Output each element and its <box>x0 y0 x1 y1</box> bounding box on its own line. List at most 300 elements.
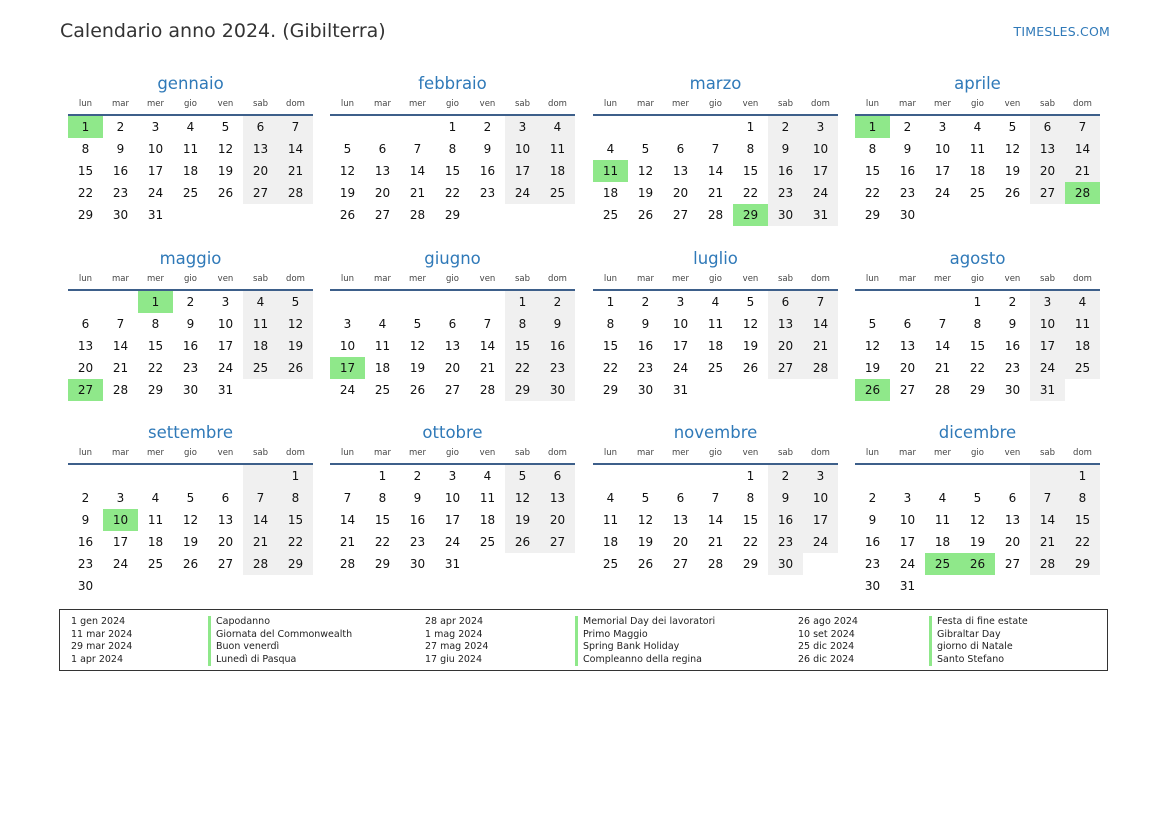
day-cell[interactable]: 16 <box>1004 339 1021 353</box>
day-cell[interactable]: 6 <box>676 491 685 505</box>
day-cell[interactable]: 2 <box>1008 295 1017 309</box>
day-cell[interactable]: 28 <box>1030 553 1065 575</box>
day-cell[interactable]: 18 <box>182 164 199 178</box>
brand-link[interactable]: TIMESLES.COM <box>1013 24 1110 39</box>
day-cell[interactable]: 25 <box>925 553 960 575</box>
day-cell[interactable]: 16 <box>540 335 575 357</box>
day-cell[interactable]: 6 <box>768 291 803 313</box>
day-cell[interactable]: 4 <box>711 295 720 309</box>
day-cell[interactable]: 25 <box>243 357 278 379</box>
day-cell[interactable]: 7 <box>243 487 278 509</box>
day-cell[interactable]: 14 <box>934 339 951 353</box>
day-cell[interactable]: 21 <box>409 186 426 200</box>
day-cell[interactable]: 28 <box>934 383 951 397</box>
day-cell[interactable]: 26 <box>637 557 654 571</box>
day-cell[interactable]: 4 <box>151 491 160 505</box>
day-cell[interactable]: 7 <box>116 317 125 331</box>
day-cell[interactable]: 12 <box>217 142 234 156</box>
day-cell[interactable]: 31 <box>803 204 838 226</box>
day-cell[interactable]: 12 <box>969 513 986 527</box>
day-cell[interactable]: 14 <box>243 509 278 531</box>
day-cell[interactable]: 21 <box>1030 531 1065 553</box>
day-cell[interactable]: 26 <box>182 557 199 571</box>
day-cell[interactable]: 17 <box>444 513 461 527</box>
day-cell[interactable]: 13 <box>899 339 916 353</box>
day-cell[interactable]: 8 <box>868 142 877 156</box>
day-cell[interactable]: 15 <box>969 339 986 353</box>
day-cell[interactable]: 10 <box>444 491 461 505</box>
day-cell[interactable]: 22 <box>864 186 881 200</box>
day-cell[interactable]: 25 <box>602 208 619 222</box>
day-cell[interactable]: 4 <box>540 116 575 138</box>
day-cell[interactable]: 28 <box>707 557 724 571</box>
day-cell[interactable]: 23 <box>182 361 199 375</box>
day-cell[interactable]: 10 <box>217 317 234 331</box>
day-cell[interactable]: 11 <box>479 491 496 505</box>
day-cell[interactable]: 5 <box>1008 120 1017 134</box>
day-cell[interactable]: 23 <box>637 361 654 375</box>
day-cell[interactable]: 13 <box>1030 138 1065 160</box>
day-cell[interactable]: 21 <box>112 361 129 375</box>
day-cell[interactable]: 2 <box>413 469 422 483</box>
day-cell[interactable]: 23 <box>540 357 575 379</box>
day-cell[interactable]: 3 <box>676 295 685 309</box>
day-cell[interactable]: 15 <box>742 513 759 527</box>
day-cell[interactable]: 16 <box>182 339 199 353</box>
day-cell[interactable]: 1 <box>68 116 103 138</box>
day-cell[interactable]: 1 <box>746 469 755 483</box>
day-cell[interactable]: 9 <box>483 142 492 156</box>
day-cell[interactable]: 8 <box>973 317 982 331</box>
day-cell[interactable]: 27 <box>444 383 461 397</box>
day-cell[interactable]: 11 <box>707 317 724 331</box>
day-cell[interactable]: 22 <box>742 535 759 549</box>
day-cell[interactable]: 12 <box>637 164 654 178</box>
day-cell[interactable]: 4 <box>606 142 615 156</box>
day-cell[interactable]: 6 <box>540 465 575 487</box>
day-cell[interactable]: 28 <box>112 383 129 397</box>
day-cell[interactable]: 14 <box>707 164 724 178</box>
day-cell[interactable]: 20 <box>77 361 94 375</box>
day-cell[interactable]: 7 <box>483 317 492 331</box>
day-cell[interactable]: 27 <box>217 557 234 571</box>
day-cell[interactable]: 16 <box>77 535 94 549</box>
day-cell[interactable]: 29 <box>1065 553 1100 575</box>
day-cell[interactable]: 1 <box>448 120 457 134</box>
day-cell[interactable]: 24 <box>1030 357 1065 379</box>
day-cell[interactable]: 27 <box>374 208 391 222</box>
day-cell[interactable]: 19 <box>182 535 199 549</box>
day-cell[interactable]: 18 <box>243 335 278 357</box>
day-cell[interactable]: 28 <box>1065 182 1100 204</box>
day-cell[interactable]: 4 <box>1065 291 1100 313</box>
day-cell[interactable]: 18 <box>602 186 619 200</box>
day-cell[interactable]: 17 <box>217 339 234 353</box>
day-cell[interactable]: 4 <box>973 120 982 134</box>
day-cell[interactable]: 23 <box>112 186 129 200</box>
day-cell[interactable]: 18 <box>707 339 724 353</box>
day-cell[interactable]: 19 <box>864 361 881 375</box>
day-cell[interactable]: 2 <box>81 491 90 505</box>
day-cell[interactable]: 5 <box>505 465 540 487</box>
day-cell[interactable]: 27 <box>540 531 575 553</box>
day-cell[interactable]: 4 <box>186 120 195 134</box>
day-cell[interactable]: 3 <box>505 116 540 138</box>
day-cell[interactable]: 21 <box>934 361 951 375</box>
day-cell[interactable]: 2 <box>186 295 195 309</box>
day-cell[interactable]: 12 <box>505 487 540 509</box>
day-cell[interactable]: 1 <box>855 116 890 138</box>
day-cell[interactable]: 17 <box>330 357 365 379</box>
day-cell[interactable]: 15 <box>278 509 313 531</box>
day-cell[interactable]: 2 <box>540 291 575 313</box>
day-cell[interactable]: 13 <box>1004 513 1021 527</box>
day-cell[interactable]: 21 <box>1065 160 1100 182</box>
day-cell[interactable]: 31 <box>147 208 164 222</box>
day-cell[interactable]: 22 <box>742 186 759 200</box>
day-cell[interactable]: 20 <box>444 361 461 375</box>
day-cell[interactable]: 2 <box>116 120 125 134</box>
day-cell[interactable]: 22 <box>505 357 540 379</box>
day-cell[interactable]: 3 <box>938 120 947 134</box>
day-cell[interactable]: 15 <box>444 164 461 178</box>
day-cell[interactable]: 20 <box>672 535 689 549</box>
day-cell[interactable]: 8 <box>278 487 313 509</box>
day-cell[interactable]: 18 <box>479 513 496 527</box>
day-cell[interactable]: 31 <box>672 383 689 397</box>
day-cell[interactable]: 4 <box>243 291 278 313</box>
day-cell[interactable]: 6 <box>1030 116 1065 138</box>
day-cell[interactable]: 5 <box>278 291 313 313</box>
day-cell[interactable]: 21 <box>278 160 313 182</box>
day-cell[interactable]: 16 <box>112 164 129 178</box>
day-cell[interactable]: 20 <box>540 509 575 531</box>
day-cell[interactable]: 23 <box>1004 361 1021 375</box>
day-cell[interactable]: 3 <box>803 116 838 138</box>
day-cell[interactable]: 8 <box>448 142 457 156</box>
day-cell[interactable]: 27 <box>243 182 278 204</box>
day-cell[interactable]: 27 <box>672 557 689 571</box>
day-cell[interactable]: 7 <box>803 291 838 313</box>
day-cell[interactable]: 1 <box>606 295 615 309</box>
day-cell[interactable]: 25 <box>540 182 575 204</box>
day-cell[interactable]: 13 <box>768 313 803 335</box>
day-cell[interactable]: 7 <box>938 317 947 331</box>
day-cell[interactable]: 17 <box>147 164 164 178</box>
day-cell[interactable]: 8 <box>746 491 755 505</box>
day-cell[interactable]: 9 <box>413 491 422 505</box>
day-cell[interactable]: 16 <box>899 164 916 178</box>
day-cell[interactable]: 30 <box>77 579 94 593</box>
day-cell[interactable]: 23 <box>479 186 496 200</box>
day-cell[interactable]: 6 <box>243 116 278 138</box>
day-cell[interactable]: 25 <box>147 557 164 571</box>
day-cell[interactable]: 1 <box>378 469 387 483</box>
day-cell[interactable]: 10 <box>339 339 356 353</box>
day-cell[interactable]: 1 <box>278 465 313 487</box>
day-cell[interactable]: 7 <box>1065 116 1100 138</box>
day-cell[interactable]: 24 <box>339 383 356 397</box>
day-cell[interactable]: 27 <box>1030 182 1065 204</box>
day-cell[interactable]: 31 <box>899 579 916 593</box>
day-cell[interactable]: 25 <box>707 361 724 375</box>
day-cell[interactable]: 3 <box>803 465 838 487</box>
day-cell[interactable]: 22 <box>444 186 461 200</box>
day-cell[interactable]: 30 <box>768 553 803 575</box>
day-cell[interactable]: 31 <box>1030 379 1065 401</box>
day-cell[interactable]: 16 <box>409 513 426 527</box>
day-cell[interactable]: 10 <box>672 317 689 331</box>
day-cell[interactable]: 27 <box>768 357 803 379</box>
day-cell[interactable]: 4 <box>483 469 492 483</box>
day-cell[interactable]: 13 <box>217 513 234 527</box>
day-cell[interactable]: 28 <box>803 357 838 379</box>
day-cell[interactable]: 29 <box>278 553 313 575</box>
day-cell[interactable]: 23 <box>768 182 803 204</box>
day-cell[interactable]: 14 <box>339 513 356 527</box>
day-cell[interactable]: 8 <box>606 317 615 331</box>
day-cell[interactable]: 22 <box>602 361 619 375</box>
day-cell[interactable]: 27 <box>672 208 689 222</box>
day-cell[interactable]: 18 <box>374 361 391 375</box>
day-cell[interactable]: 18 <box>147 535 164 549</box>
day-cell[interactable]: 5 <box>413 317 422 331</box>
day-cell[interactable]: 6 <box>448 317 457 331</box>
day-cell[interactable]: 18 <box>934 535 951 549</box>
day-cell[interactable]: 9 <box>540 313 575 335</box>
day-cell[interactable]: 16 <box>768 160 803 182</box>
day-cell[interactable]: 3 <box>221 295 230 309</box>
day-cell[interactable]: 20 <box>1004 535 1021 549</box>
day-cell[interactable]: 23 <box>768 531 803 553</box>
day-cell[interactable]: 11 <box>540 138 575 160</box>
day-cell[interactable]: 26 <box>505 531 540 553</box>
day-cell[interactable]: 25 <box>479 535 496 549</box>
day-cell[interactable]: 24 <box>505 182 540 204</box>
day-cell[interactable]: 2 <box>768 116 803 138</box>
day-cell[interactable]: 29 <box>969 383 986 397</box>
day-cell[interactable]: 10 <box>803 487 838 509</box>
day-cell[interactable]: 15 <box>147 339 164 353</box>
day-cell[interactable]: 18 <box>1065 335 1100 357</box>
day-cell[interactable]: 30 <box>864 579 881 593</box>
day-cell[interactable]: 29 <box>147 383 164 397</box>
day-cell[interactable]: 24 <box>803 531 838 553</box>
day-cell[interactable]: 19 <box>742 339 759 353</box>
day-cell[interactable]: 3 <box>343 317 352 331</box>
day-cell[interactable]: 15 <box>864 164 881 178</box>
day-cell[interactable]: 4 <box>378 317 387 331</box>
day-cell[interactable]: 10 <box>803 138 838 160</box>
day-cell[interactable]: 3 <box>448 469 457 483</box>
day-cell[interactable]: 28 <box>707 208 724 222</box>
day-cell[interactable]: 19 <box>637 186 654 200</box>
day-cell[interactable]: 2 <box>483 120 492 134</box>
day-cell[interactable]: 22 <box>374 535 391 549</box>
day-cell[interactable]: 1 <box>505 291 540 313</box>
day-cell[interactable]: 17 <box>672 339 689 353</box>
day-cell[interactable]: 25 <box>374 383 391 397</box>
day-cell[interactable]: 5 <box>868 317 877 331</box>
day-cell[interactable]: 30 <box>899 208 916 222</box>
day-cell[interactable]: 13 <box>672 513 689 527</box>
day-cell[interactable]: 9 <box>186 317 195 331</box>
day-cell[interactable]: 24 <box>217 361 234 375</box>
day-cell[interactable]: 3 <box>903 491 912 505</box>
day-cell[interactable]: 28 <box>243 553 278 575</box>
day-cell[interactable]: 14 <box>803 313 838 335</box>
day-cell[interactable]: 14 <box>479 339 496 353</box>
day-cell[interactable]: 28 <box>409 208 426 222</box>
day-cell[interactable]: 20 <box>243 160 278 182</box>
day-cell[interactable]: 15 <box>742 164 759 178</box>
day-cell[interactable]: 20 <box>374 186 391 200</box>
day-cell[interactable]: 25 <box>602 557 619 571</box>
day-cell[interactable]: 7 <box>711 142 720 156</box>
day-cell[interactable]: 29 <box>444 208 461 222</box>
day-cell[interactable]: 13 <box>374 164 391 178</box>
day-cell[interactable]: 30 <box>540 379 575 401</box>
day-cell[interactable]: 26 <box>278 357 313 379</box>
day-cell[interactable]: 17 <box>112 535 129 549</box>
day-cell[interactable]: 2 <box>903 120 912 134</box>
day-cell[interactable]: 10 <box>1030 313 1065 335</box>
day-cell[interactable]: 2 <box>868 491 877 505</box>
day-cell[interactable]: 30 <box>1004 383 1021 397</box>
day-cell[interactable]: 26 <box>637 208 654 222</box>
day-cell[interactable]: 4 <box>938 491 947 505</box>
day-cell[interactable]: 24 <box>112 557 129 571</box>
day-cell[interactable]: 11 <box>243 313 278 335</box>
day-cell[interactable]: 5 <box>746 295 755 309</box>
day-cell[interactable]: 20 <box>672 186 689 200</box>
day-cell[interactable]: 1 <box>138 291 173 313</box>
day-cell[interactable]: 29 <box>77 208 94 222</box>
day-cell[interactable]: 11 <box>147 513 164 527</box>
day-cell[interactable]: 8 <box>378 491 387 505</box>
day-cell[interactable]: 15 <box>505 335 540 357</box>
day-cell[interactable]: 30 <box>768 204 803 226</box>
day-cell[interactable]: 25 <box>182 186 199 200</box>
day-cell[interactable]: 7 <box>413 142 422 156</box>
day-cell[interactable]: 29 <box>864 208 881 222</box>
day-cell[interactable]: 5 <box>641 491 650 505</box>
day-cell[interactable]: 30 <box>112 208 129 222</box>
day-cell[interactable]: 17 <box>505 160 540 182</box>
day-cell[interactable]: 26 <box>339 208 356 222</box>
day-cell[interactable]: 16 <box>637 339 654 353</box>
day-cell[interactable]: 13 <box>672 164 689 178</box>
day-cell[interactable]: 23 <box>864 557 881 571</box>
day-cell[interactable]: 6 <box>1008 491 1017 505</box>
day-cell[interactable]: 19 <box>217 164 234 178</box>
day-cell[interactable]: 19 <box>969 535 986 549</box>
day-cell[interactable]: 19 <box>637 535 654 549</box>
day-cell[interactable]: 17 <box>899 535 916 549</box>
day-cell[interactable]: 14 <box>278 138 313 160</box>
day-cell[interactable]: 6 <box>221 491 230 505</box>
day-cell[interactable]: 7 <box>278 116 313 138</box>
day-cell[interactable]: 20 <box>217 535 234 549</box>
day-cell[interactable]: 3 <box>1030 291 1065 313</box>
day-cell[interactable]: 25 <box>969 186 986 200</box>
day-cell[interactable]: 2 <box>768 465 803 487</box>
day-cell[interactable]: 19 <box>339 186 356 200</box>
day-cell[interactable]: 22 <box>147 361 164 375</box>
day-cell[interactable]: 21 <box>707 186 724 200</box>
day-cell[interactable]: 15 <box>77 164 94 178</box>
day-cell[interactable]: 24 <box>147 186 164 200</box>
day-cell[interactable]: 11 <box>593 160 628 182</box>
day-cell[interactable]: 16 <box>479 164 496 178</box>
day-cell[interactable]: 7 <box>343 491 352 505</box>
day-cell[interactable]: 1 <box>973 295 982 309</box>
day-cell[interactable]: 22 <box>278 531 313 553</box>
day-cell[interactable]: 19 <box>505 509 540 531</box>
day-cell[interactable]: 6 <box>903 317 912 331</box>
day-cell[interactable]: 5 <box>343 142 352 156</box>
day-cell[interactable]: 24 <box>672 361 689 375</box>
day-cell[interactable]: 6 <box>676 142 685 156</box>
day-cell[interactable]: 8 <box>1065 487 1100 509</box>
day-cell[interactable]: 13 <box>243 138 278 160</box>
day-cell[interactable]: 21 <box>339 535 356 549</box>
day-cell[interactable]: 31 <box>444 557 461 571</box>
day-cell[interactable]: 13 <box>77 339 94 353</box>
day-cell[interactable]: 12 <box>182 513 199 527</box>
day-cell[interactable]: 22 <box>969 361 986 375</box>
day-cell[interactable]: 9 <box>81 513 90 527</box>
day-cell[interactable]: 25 <box>1065 357 1100 379</box>
day-cell[interactable]: 12 <box>278 313 313 335</box>
day-cell[interactable]: 29 <box>733 204 768 226</box>
day-cell[interactable]: 14 <box>1030 509 1065 531</box>
day-cell[interactable]: 23 <box>409 535 426 549</box>
day-cell[interactable]: 28 <box>278 182 313 204</box>
day-cell[interactable]: 1 <box>746 120 755 134</box>
day-cell[interactable]: 10 <box>505 138 540 160</box>
day-cell[interactable]: 30 <box>409 557 426 571</box>
day-cell[interactable]: 8 <box>151 317 160 331</box>
day-cell[interactable]: 24 <box>934 186 951 200</box>
day-cell[interactable]: 15 <box>602 339 619 353</box>
day-cell[interactable]: 12 <box>742 317 759 331</box>
day-cell[interactable]: 9 <box>641 317 650 331</box>
day-cell[interactable]: 26 <box>960 553 995 575</box>
day-cell[interactable]: 7 <box>1030 487 1065 509</box>
day-cell[interactable]: 16 <box>864 535 881 549</box>
day-cell[interactable]: 11 <box>1065 313 1100 335</box>
day-cell[interactable]: 11 <box>374 339 391 353</box>
day-cell[interactable]: 5 <box>221 120 230 134</box>
day-cell[interactable]: 6 <box>378 142 387 156</box>
day-cell[interactable]: 14 <box>707 513 724 527</box>
day-cell[interactable]: 15 <box>1065 509 1100 531</box>
day-cell[interactable]: 3 <box>116 491 125 505</box>
day-cell[interactable]: 22 <box>1065 531 1100 553</box>
day-cell[interactable]: 15 <box>374 513 391 527</box>
day-cell[interactable]: 24 <box>899 557 916 571</box>
day-cell[interactable]: 9 <box>768 487 803 509</box>
day-cell[interactable]: 12 <box>1004 142 1021 156</box>
day-cell[interactable]: 31 <box>217 383 234 397</box>
day-cell[interactable]: 8 <box>505 313 540 335</box>
day-cell[interactable]: 11 <box>969 142 986 156</box>
day-cell[interactable]: 17 <box>803 160 838 182</box>
day-cell[interactable]: 4 <box>606 491 615 505</box>
day-cell[interactable]: 5 <box>641 142 650 156</box>
day-cell[interactable]: 9 <box>116 142 125 156</box>
